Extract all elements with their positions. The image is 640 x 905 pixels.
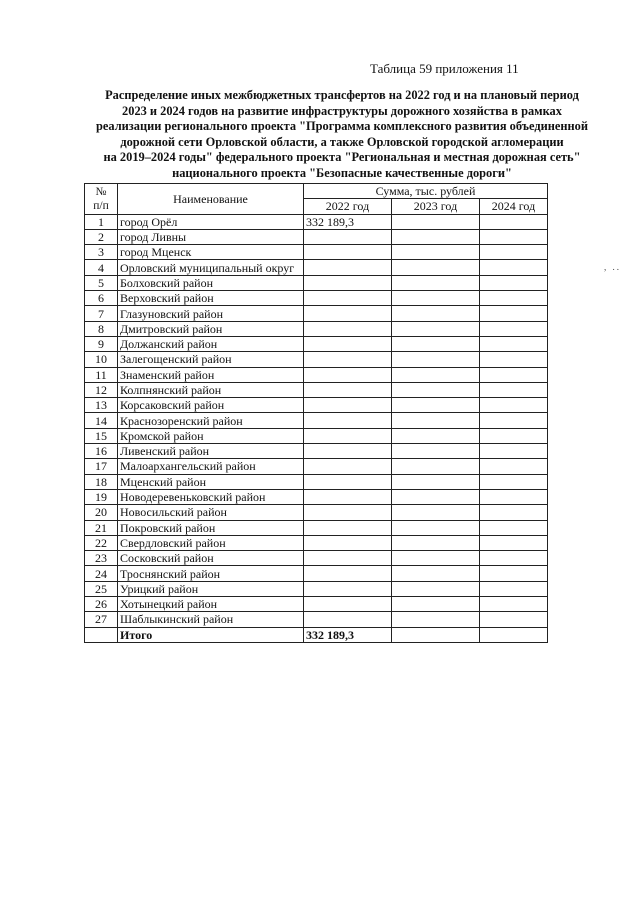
row-value-2024 [480, 413, 548, 428]
row-value-2024 [480, 382, 548, 397]
table-row [85, 489, 548, 504]
row-value-2024 [480, 260, 548, 275]
row-value-2022 [304, 581, 392, 596]
row-name: Урицкий район [118, 581, 304, 596]
table-row [85, 367, 548, 382]
row-number: 12 [85, 382, 118, 397]
row-number: 7 [85, 306, 118, 321]
row-number: 19 [85, 489, 118, 504]
table-row [85, 245, 548, 260]
row-value-2023 [392, 459, 480, 474]
table-header [85, 184, 548, 215]
row-value-2023 [392, 489, 480, 504]
total-label: Итого [118, 627, 304, 642]
header-year-2023: 2023 год [392, 199, 480, 214]
row-value-2024 [480, 612, 548, 627]
row-value-2024 [480, 275, 548, 290]
row-name: Троснянский район [118, 566, 304, 581]
table-row [85, 474, 548, 489]
title-line: 2023 и 2024 годов на развитие инфраструктуры дорожного хозяйства в рамках [122, 103, 562, 118]
document-title [78, 88, 606, 182]
row-name: Сосковский район [118, 551, 304, 566]
table-row [85, 597, 548, 612]
row-value-2024 [480, 505, 548, 520]
row-value-2024 [480, 214, 548, 229]
row-value-2023 [392, 229, 480, 244]
row-value-2022 [304, 336, 392, 351]
row-value-2023 [392, 520, 480, 535]
row-value-2023 [392, 581, 480, 596]
table-row [85, 535, 548, 550]
total-2022: 332 189,3 [304, 627, 392, 642]
row-value-2022 [304, 291, 392, 306]
row-number: 25 [85, 581, 118, 596]
title-line: дорожной сети Орловской области, а также Орловской городской агломерации [120, 134, 564, 149]
margin-marks: , .. [604, 262, 621, 272]
row-value-2023 [392, 398, 480, 413]
header-number [85, 184, 118, 215]
row-name: Колпнянский район [118, 382, 304, 397]
row-value-2023 [392, 352, 480, 367]
total-2024 [480, 627, 548, 642]
row-number: 27 [85, 612, 118, 627]
row-value-2024 [480, 229, 548, 244]
row-value-2022 [304, 520, 392, 535]
row-number: 11 [85, 367, 118, 382]
row-value-2024 [480, 428, 548, 443]
table-row [85, 459, 548, 474]
total-2023 [392, 627, 480, 642]
row-name: Новосильский район [118, 505, 304, 520]
table-row [85, 505, 548, 520]
row-name: Глазуновский район [118, 306, 304, 321]
table-row [85, 398, 548, 413]
row-value-2022 [304, 245, 392, 260]
row-number: 1 [85, 214, 118, 229]
row-number: 17 [85, 459, 118, 474]
row-name: Свердловский район [118, 535, 304, 550]
row-value-2024 [480, 306, 548, 321]
table-row [85, 352, 548, 367]
row-name: город Орёл [118, 214, 304, 229]
row-value-2024 [480, 597, 548, 612]
row-value-2024 [480, 535, 548, 550]
row-name: Дмитровский район [118, 321, 304, 336]
row-value-2022 [304, 413, 392, 428]
title-line: реализации регионального проекта "Программа комплексного развития объединенной [96, 119, 588, 134]
table-row [85, 428, 548, 443]
row-name: Болховский район [118, 275, 304, 290]
row-value-2022 [304, 535, 392, 550]
row-number: 13 [85, 398, 118, 413]
row-value-2023 [392, 336, 480, 351]
table-row [85, 382, 548, 397]
row-value-2024 [480, 474, 548, 489]
row-name: Орловский муниципальный округ [118, 260, 304, 275]
title-line: национального проекта "Безопасные качественные дороги" [172, 165, 512, 180]
row-number: 15 [85, 428, 118, 443]
row-value-2023 [392, 321, 480, 336]
row-value-2024 [480, 336, 548, 351]
row-name: Малоархангельский район [118, 459, 304, 474]
header-year-2022: 2022 год [304, 199, 392, 214]
table-row [85, 413, 548, 428]
row-value-2023 [392, 367, 480, 382]
row-value-2022 [304, 444, 392, 459]
row-name: город Мценск [118, 245, 304, 260]
total-number [85, 627, 118, 642]
row-value-2023 [392, 505, 480, 520]
row-value-2024 [480, 520, 548, 535]
row-value-2024 [480, 367, 548, 382]
row-name: Верховский район [118, 291, 304, 306]
row-value-2022 [304, 566, 392, 581]
row-value-2022 [304, 367, 392, 382]
row-value-2022 [304, 474, 392, 489]
row-value-2022 [304, 505, 392, 520]
total-row [85, 627, 548, 642]
row-value-2022 [304, 275, 392, 290]
row-value-2023 [392, 214, 480, 229]
row-number: 8 [85, 321, 118, 336]
row-name: Должанский район [118, 336, 304, 351]
row-value-2023 [392, 275, 480, 290]
row-value-2024 [480, 291, 548, 306]
row-value-2023 [392, 566, 480, 581]
table-row [85, 291, 548, 306]
row-value-2024 [480, 352, 548, 367]
row-number: 2 [85, 229, 118, 244]
row-number: 9 [85, 336, 118, 351]
row-value-2023 [392, 551, 480, 566]
row-number: 10 [85, 352, 118, 367]
row-name: город Ливны [118, 229, 304, 244]
row-value-2022 [304, 382, 392, 397]
row-value-2022 [304, 428, 392, 443]
row-name: Шаблыкинский район [118, 612, 304, 627]
title-line: на 2019–2024 годы" федерального проекта "Региональная и местная дорожная сеть" [103, 150, 581, 165]
row-number: 4 [85, 260, 118, 275]
row-value-2022 [304, 489, 392, 504]
row-value-2022: 332 189,3 [304, 214, 392, 229]
row-value-2023 [392, 428, 480, 443]
row-value-2022 [304, 352, 392, 367]
row-value-2023 [392, 535, 480, 550]
table-row [85, 520, 548, 535]
header-number-line2: п/п [93, 199, 109, 212]
row-value-2023 [392, 413, 480, 428]
row-value-2023 [392, 245, 480, 260]
table-row [85, 229, 548, 244]
row-name: Хотынецкий район [118, 597, 304, 612]
row-number: 14 [85, 413, 118, 428]
row-name: Краснозоренский район [118, 413, 304, 428]
row-name: Кромской район [118, 428, 304, 443]
row-value-2024 [480, 489, 548, 504]
row-value-2022 [304, 260, 392, 275]
row-value-2023 [392, 260, 480, 275]
row-number: 20 [85, 505, 118, 520]
table-row [85, 321, 548, 336]
transfers-table [84, 183, 548, 643]
row-name: Корсаковский район [118, 398, 304, 413]
table-row [85, 275, 548, 290]
table-caption: Таблица 59 приложения 11 [370, 61, 519, 76]
row-number: 26 [85, 597, 118, 612]
row-value-2022 [304, 459, 392, 474]
table-row [85, 260, 548, 275]
row-value-2024 [480, 581, 548, 596]
row-name: Ливенский район [118, 444, 304, 459]
row-name: Покровский район [118, 520, 304, 535]
row-value-2022 [304, 321, 392, 336]
row-name: Мценский район [118, 474, 304, 489]
table-row [85, 581, 548, 596]
row-value-2023 [392, 306, 480, 321]
row-value-2022 [304, 229, 392, 244]
table-body [85, 214, 548, 627]
table-row [85, 336, 548, 351]
row-number: 22 [85, 535, 118, 550]
table-row [85, 566, 548, 581]
row-value-2024 [480, 551, 548, 566]
row-value-2024 [480, 459, 548, 474]
row-value-2024 [480, 444, 548, 459]
row-number: 21 [85, 520, 118, 535]
row-value-2023 [392, 597, 480, 612]
row-value-2023 [392, 382, 480, 397]
table-row [85, 214, 548, 229]
table-row [85, 444, 548, 459]
row-value-2024 [480, 398, 548, 413]
table-row [85, 612, 548, 627]
row-value-2023 [392, 291, 480, 306]
title-line: Распределение иных межбюджетных трансфертов на 2022 год и на плановый период [105, 88, 579, 102]
row-number: 24 [85, 566, 118, 581]
header-year-2024: 2024 год [480, 199, 548, 214]
row-number: 6 [85, 291, 118, 306]
row-number: 18 [85, 474, 118, 489]
row-value-2022 [304, 612, 392, 627]
row-name: Залегощенский район [118, 352, 304, 367]
header-number-line1: № [95, 185, 107, 198]
row-number: 16 [85, 444, 118, 459]
row-value-2024 [480, 321, 548, 336]
row-value-2022 [304, 306, 392, 321]
row-value-2022 [304, 551, 392, 566]
row-value-2022 [304, 597, 392, 612]
row-value-2024 [480, 566, 548, 581]
row-name: Знаменский район [118, 367, 304, 382]
row-value-2024 [480, 245, 548, 260]
row-number: 23 [85, 551, 118, 566]
header-name: Наименование [118, 184, 304, 215]
row-value-2023 [392, 444, 480, 459]
row-number: 3 [85, 245, 118, 260]
row-name: Новодеревеньковский район [118, 489, 304, 504]
row-value-2022 [304, 398, 392, 413]
row-value-2023 [392, 474, 480, 489]
header-sum: Сумма, тыс. рублей [304, 184, 548, 199]
table-row [85, 306, 548, 321]
row-number: 5 [85, 275, 118, 290]
table-row [85, 551, 548, 566]
row-value-2023 [392, 612, 480, 627]
